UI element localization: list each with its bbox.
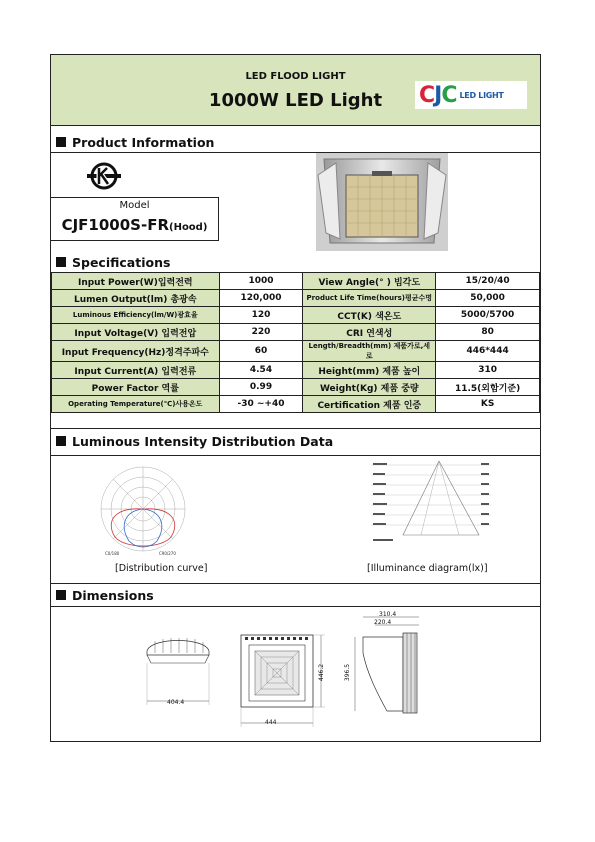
spec-value: 11.5(외함기준) xyxy=(436,379,540,396)
spec-value: 446*444 xyxy=(436,341,540,362)
logo-text: LED LIGHT xyxy=(459,90,504,100)
section-specifications-title: Specifications xyxy=(72,254,171,270)
header-subtitle: LED FLOOD LIGHT xyxy=(245,71,346,82)
spec-value: 60 xyxy=(219,341,303,362)
spec-value: 4.54 xyxy=(219,362,303,379)
logo-letter-c1: C xyxy=(419,82,435,108)
spec-value: -30 ~+40 xyxy=(219,396,303,413)
profile-top-outer-label: 310.4 xyxy=(379,611,397,618)
spec-label: CRI 연색성 xyxy=(303,324,436,341)
spec-row xyxy=(52,362,540,379)
section-dimensions xyxy=(51,584,540,606)
spec-label: Height(mm) 제품 높이 xyxy=(303,362,436,379)
spec-row xyxy=(52,307,540,324)
spec-row xyxy=(52,379,540,396)
section-bullet-icon xyxy=(56,590,66,600)
spec-label: Luminous Efficiency(lm/W)광효율 xyxy=(52,307,220,324)
spec-label: Product Life Time(hours)평균수명 xyxy=(303,290,436,307)
illuminance-caption: [Illuminance diagram(lx)] xyxy=(367,563,488,574)
spec-value: 120 xyxy=(219,307,303,324)
spec-row xyxy=(52,324,540,341)
svg-text:C90/270: C90/270 xyxy=(159,551,176,556)
spec-label: Lumen Output(lm) 총광속 xyxy=(52,290,220,307)
section-bullet-icon xyxy=(56,257,66,267)
divider xyxy=(51,152,540,153)
section-bullet-icon xyxy=(56,137,66,147)
section-specifications xyxy=(51,251,540,273)
logo-letter-j: J xyxy=(434,82,442,108)
spec-value: 50,000 xyxy=(436,290,540,307)
section-bullet-icon xyxy=(56,436,66,446)
spec-value: 310 xyxy=(436,362,540,379)
svg-text:C0/180: C0/180 xyxy=(105,551,120,556)
section-product-info-title: Product Information xyxy=(72,134,215,150)
spec-label: Certification 제품 인증 xyxy=(303,396,436,413)
model-suffix: (Hood) xyxy=(169,222,208,233)
spec-label: CCT(K) 색온도 xyxy=(303,307,436,324)
distribution-curve-diagram xyxy=(95,461,191,557)
product-photo xyxy=(316,153,448,251)
model-label: Model xyxy=(119,200,150,211)
specifications-table xyxy=(51,272,540,413)
spec-label: View Angle(° ) 빔각도 xyxy=(303,273,436,290)
section-product-info xyxy=(51,131,540,153)
profile-top-inner-label: 220.4 xyxy=(374,619,392,626)
section-luminous xyxy=(51,430,540,452)
spec-value: 80 xyxy=(436,324,540,341)
spec-value: 220 xyxy=(219,324,303,341)
model-number: CJF1000S-FR xyxy=(61,216,169,234)
spec-row xyxy=(52,341,540,362)
front-view-drawing xyxy=(235,629,327,735)
spec-label: Weight(Kg) 제품 중량 xyxy=(303,379,436,396)
profile-height-label: 396.5 xyxy=(344,663,352,682)
spec-label: Input Power(W)입력전력 xyxy=(52,273,220,290)
spec-row xyxy=(52,290,540,307)
illuminance-diagram xyxy=(367,457,495,547)
spec-value: 5000/5700 xyxy=(436,307,540,324)
spec-label: Power Factor 역률 xyxy=(52,379,220,396)
spec-value: 1000 xyxy=(219,273,303,290)
section-dimensions-title: Dimensions xyxy=(72,587,154,603)
spec-row xyxy=(52,273,540,290)
front-height-label: 446.2 xyxy=(318,663,326,682)
spec-value: 0.99 xyxy=(219,379,303,396)
divider xyxy=(51,606,540,607)
spec-label: Length/Breadth(mm) 제품가로,세로 xyxy=(303,341,436,362)
spec-label: Input Current(A) 입력전류 xyxy=(52,362,220,379)
distribution-caption: [Distribution curve] xyxy=(115,563,208,574)
profile-view-drawing xyxy=(347,613,429,717)
model-value xyxy=(51,216,218,234)
spec-sheet xyxy=(50,54,541,742)
side-width-label: 404.4 xyxy=(167,699,185,706)
section-luminous-title: Luminous Intensity Distribution Data xyxy=(72,433,334,449)
spec-row xyxy=(52,396,540,413)
spec-label: Input Frequency(Hz)정격주파수 xyxy=(52,341,220,362)
brand-logo xyxy=(415,81,527,109)
spec-value: 15/20/40 xyxy=(436,273,540,290)
header-band xyxy=(51,55,540,126)
divider xyxy=(51,428,540,429)
spec-label: Input Voltage(V) 입력전압 xyxy=(52,324,220,341)
header-title: 1000W LED Light xyxy=(208,90,383,111)
front-width-label: 444 xyxy=(265,719,277,726)
spec-value: 120,000 xyxy=(219,290,303,307)
logo-letter-c2: C xyxy=(441,82,458,108)
kc-certification-icon xyxy=(87,159,121,193)
spec-value: KS xyxy=(436,396,540,413)
model-box xyxy=(51,197,219,241)
spec-label: Operating Temperature(℃)사용온도 xyxy=(52,396,220,413)
divider xyxy=(51,455,540,456)
